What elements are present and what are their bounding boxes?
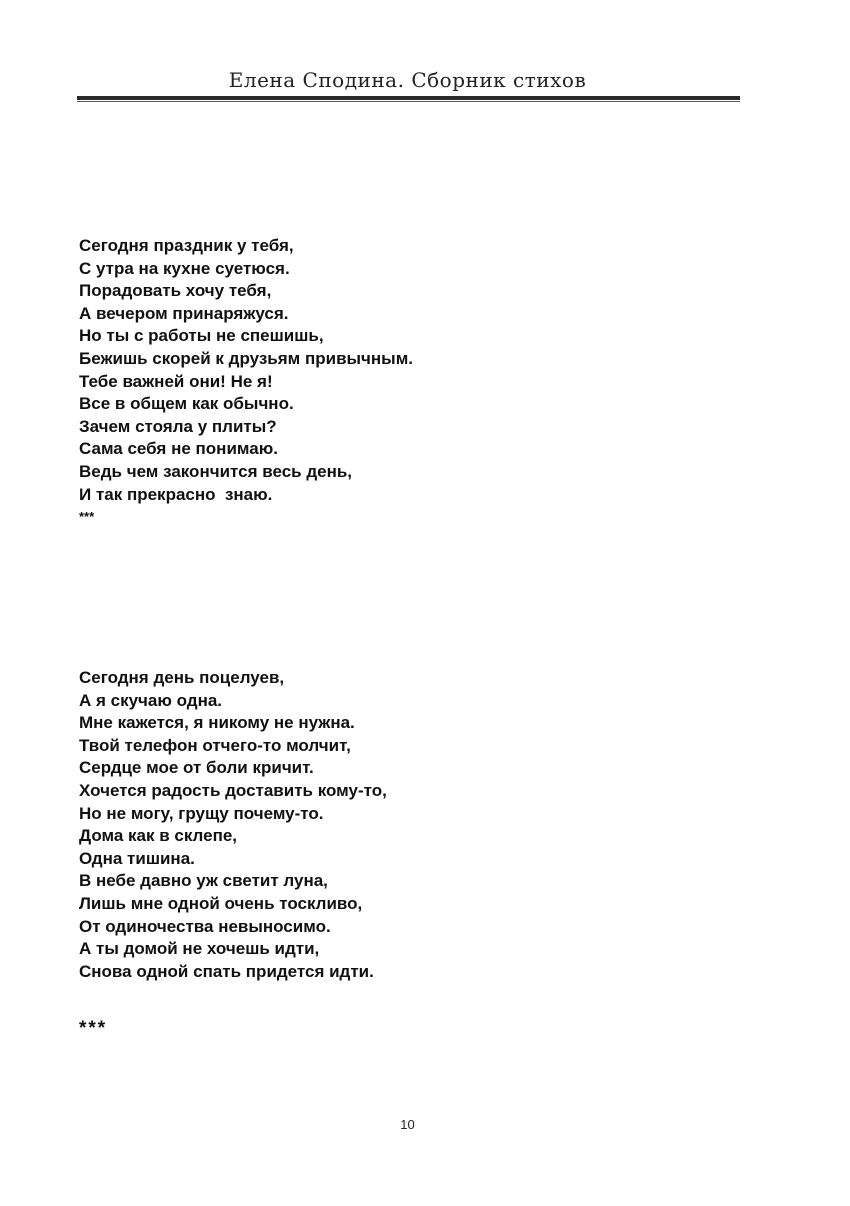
poem-line: Зачем стояла у плиты? <box>79 416 277 436</box>
poem-line: Одна тишина. <box>79 848 195 868</box>
page-number: 10 <box>400 1117 415 1132</box>
poem-second <box>79 667 387 983</box>
poem-line: Но ты с работы не спешишь, <box>79 326 324 346</box>
poem-line: В небе давно уж светит луна, <box>79 871 328 891</box>
poem-line: Но не могу, грущу почему-то. <box>79 803 324 823</box>
poem-line: Мне кажется, я никому не нужна. <box>79 713 355 733</box>
poem-line: Сегодня праздник у тебя, <box>79 236 294 255</box>
poem-line: Твой телефон отчего-то молчит, <box>79 735 351 755</box>
poem-line: Сегодня день поцелуев, <box>79 668 285 687</box>
poem-line: А я скучаю одна. <box>79 690 223 710</box>
poem-line: Лишь мне одной очень тоскливо, <box>79 893 363 913</box>
poem-line: Дома как в склепе, <box>79 826 238 846</box>
poem-line: Ведь чем закончится весь день, <box>79 461 353 481</box>
poem-separator: *** <box>79 509 95 524</box>
page-header-title: Елена Сподина. Сборник стихов <box>228 68 587 92</box>
poem-line: Бежишь скорей к друзьям привычным. <box>79 348 413 368</box>
header-rule-thick <box>77 96 740 100</box>
poem-line: Сердце мое от боли кричит. <box>79 758 314 778</box>
poem-line: От одиночества невыносимо. <box>79 916 331 936</box>
poem-first <box>79 235 413 506</box>
poem-line: Тебе важней они! Не я! <box>79 371 273 391</box>
poem-line: Снова одной спать придется идти. <box>79 961 374 981</box>
poem-line: С утра на кухне суетюся. <box>79 258 290 278</box>
poem-line: А ты домой не хочешь идти, <box>79 939 320 959</box>
poem-line: Все в общем как обычно. <box>79 394 294 414</box>
poem-line: Сама себя не понимаю. <box>79 439 278 459</box>
poem-line: Хочется радость доставить кому-то, <box>79 780 387 800</box>
poem-line: Порадовать хочу тебя, <box>79 281 272 301</box>
header-rule-thin <box>77 101 740 102</box>
poem-line: И так прекрасно знаю. <box>79 484 273 504</box>
poem-line: А вечером принаряжуся. <box>79 303 289 323</box>
poem-separator-large: *** <box>79 1018 108 1039</box>
